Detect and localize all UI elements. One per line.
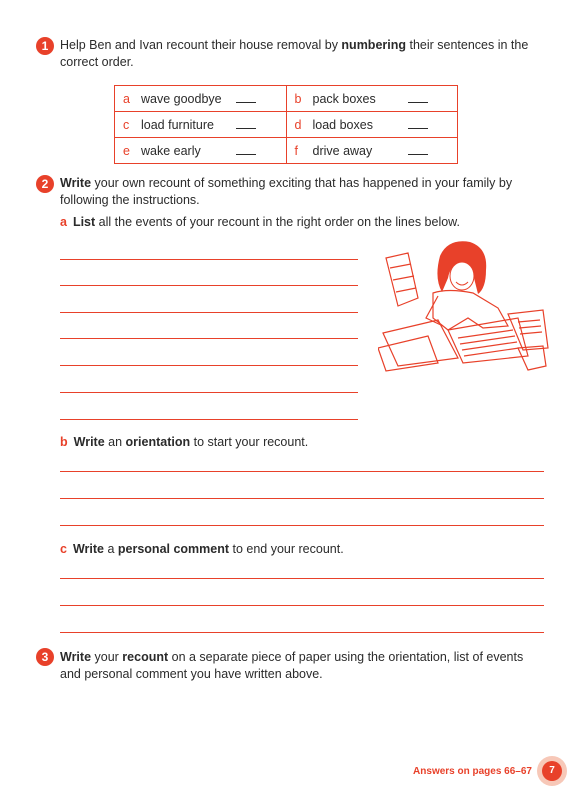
item-letter: b	[294, 91, 302, 106]
question-3-text	[60, 649, 540, 683]
item-text: wake early	[141, 143, 201, 158]
item-text: drive away	[312, 143, 373, 158]
item-text: wave goodbye	[141, 91, 222, 106]
q3-end: on a separate piece of paper using the orientation, list of events and personal comment you have written above.	[60, 650, 524, 681]
q1-text-bold: numbering	[341, 38, 407, 52]
q2-bold: Write	[60, 176, 92, 190]
question-2a-text	[60, 214, 460, 231]
q2a-bold: List	[72, 215, 96, 229]
q3-bold2: recount	[122, 650, 169, 664]
answer-blank[interactable]	[408, 118, 428, 129]
table-row	[115, 112, 458, 138]
writing-line[interactable]	[60, 578, 544, 579]
question-2c-text	[60, 541, 344, 558]
writing-line[interactable]	[60, 285, 358, 286]
question-2-badge: 2	[36, 175, 54, 193]
writing-line[interactable]	[60, 525, 544, 526]
q2b-end: to start your recount.	[190, 435, 309, 449]
writing-line[interactable]	[60, 605, 544, 606]
writing-line[interactable]	[60, 498, 544, 499]
writing-line[interactable]	[60, 312, 358, 313]
item-letter: f	[294, 143, 298, 158]
question-3-badge: 3	[36, 648, 54, 666]
q1-text-after: their sentences in the correct order.	[60, 38, 529, 69]
answer-blank[interactable]	[408, 144, 428, 155]
q2b-bold2: orientation	[125, 435, 191, 449]
q2b-bold1: Write	[73, 435, 105, 449]
q1-text-before: Help Ben and Ivan recount their house removal by	[60, 38, 342, 52]
writing-line[interactable]	[60, 632, 544, 633]
ordering-table	[114, 85, 458, 164]
q3-bold1: Write	[60, 650, 92, 664]
q2b-mid: an	[104, 435, 126, 449]
q2c-bold1: Write	[72, 542, 104, 556]
question-2b-text	[60, 434, 308, 451]
writing-line[interactable]	[60, 471, 544, 472]
answer-blank[interactable]	[236, 144, 256, 155]
item-text: load boxes	[312, 117, 373, 132]
question-1-badge: 1	[36, 37, 54, 55]
q2a-text-rest: all the events of your recount in the right order on the lines below.	[95, 215, 460, 229]
table-cell[interactable]	[286, 86, 458, 112]
writing-line[interactable]	[60, 338, 358, 339]
table-row	[115, 138, 458, 164]
sub-letter: c	[60, 542, 67, 556]
page-number: 7	[542, 761, 562, 781]
writing-line[interactable]	[60, 419, 358, 420]
sub-letter: b	[60, 435, 68, 449]
table-cell[interactable]	[115, 86, 287, 112]
table-cell[interactable]	[115, 138, 287, 164]
table-cell[interactable]	[115, 112, 287, 138]
answers-reference: Answers on pages 66–67	[413, 766, 532, 777]
table-row	[115, 86, 458, 112]
question-2-text	[60, 175, 530, 209]
question-1-text	[60, 37, 530, 71]
q2c-mid: a	[103, 542, 118, 556]
writing-line[interactable]	[60, 365, 358, 366]
answer-blank[interactable]	[236, 92, 256, 103]
answer-blank[interactable]	[236, 118, 256, 129]
sub-letter: a	[60, 215, 67, 229]
q2-text-rest: your own recount of something exciting that has happened in your family by following the instructions.	[60, 176, 513, 207]
item-letter: d	[294, 117, 302, 132]
item-text: load furniture	[141, 117, 214, 132]
item-letter: a	[123, 91, 130, 106]
item-letter: e	[123, 143, 130, 158]
q3-mid: your	[91, 650, 123, 664]
girl-writing-illustration	[378, 238, 550, 378]
table-cell[interactable]	[286, 138, 458, 164]
writing-line[interactable]	[60, 392, 358, 393]
item-text: pack boxes	[312, 91, 376, 106]
answer-blank[interactable]	[408, 92, 428, 103]
item-letter: c	[123, 117, 130, 132]
table-cell[interactable]	[286, 112, 458, 138]
q2c-bold2: personal comment	[117, 542, 230, 556]
writing-line[interactable]	[60, 259, 358, 260]
q2c-end: to end your recount.	[229, 542, 344, 556]
